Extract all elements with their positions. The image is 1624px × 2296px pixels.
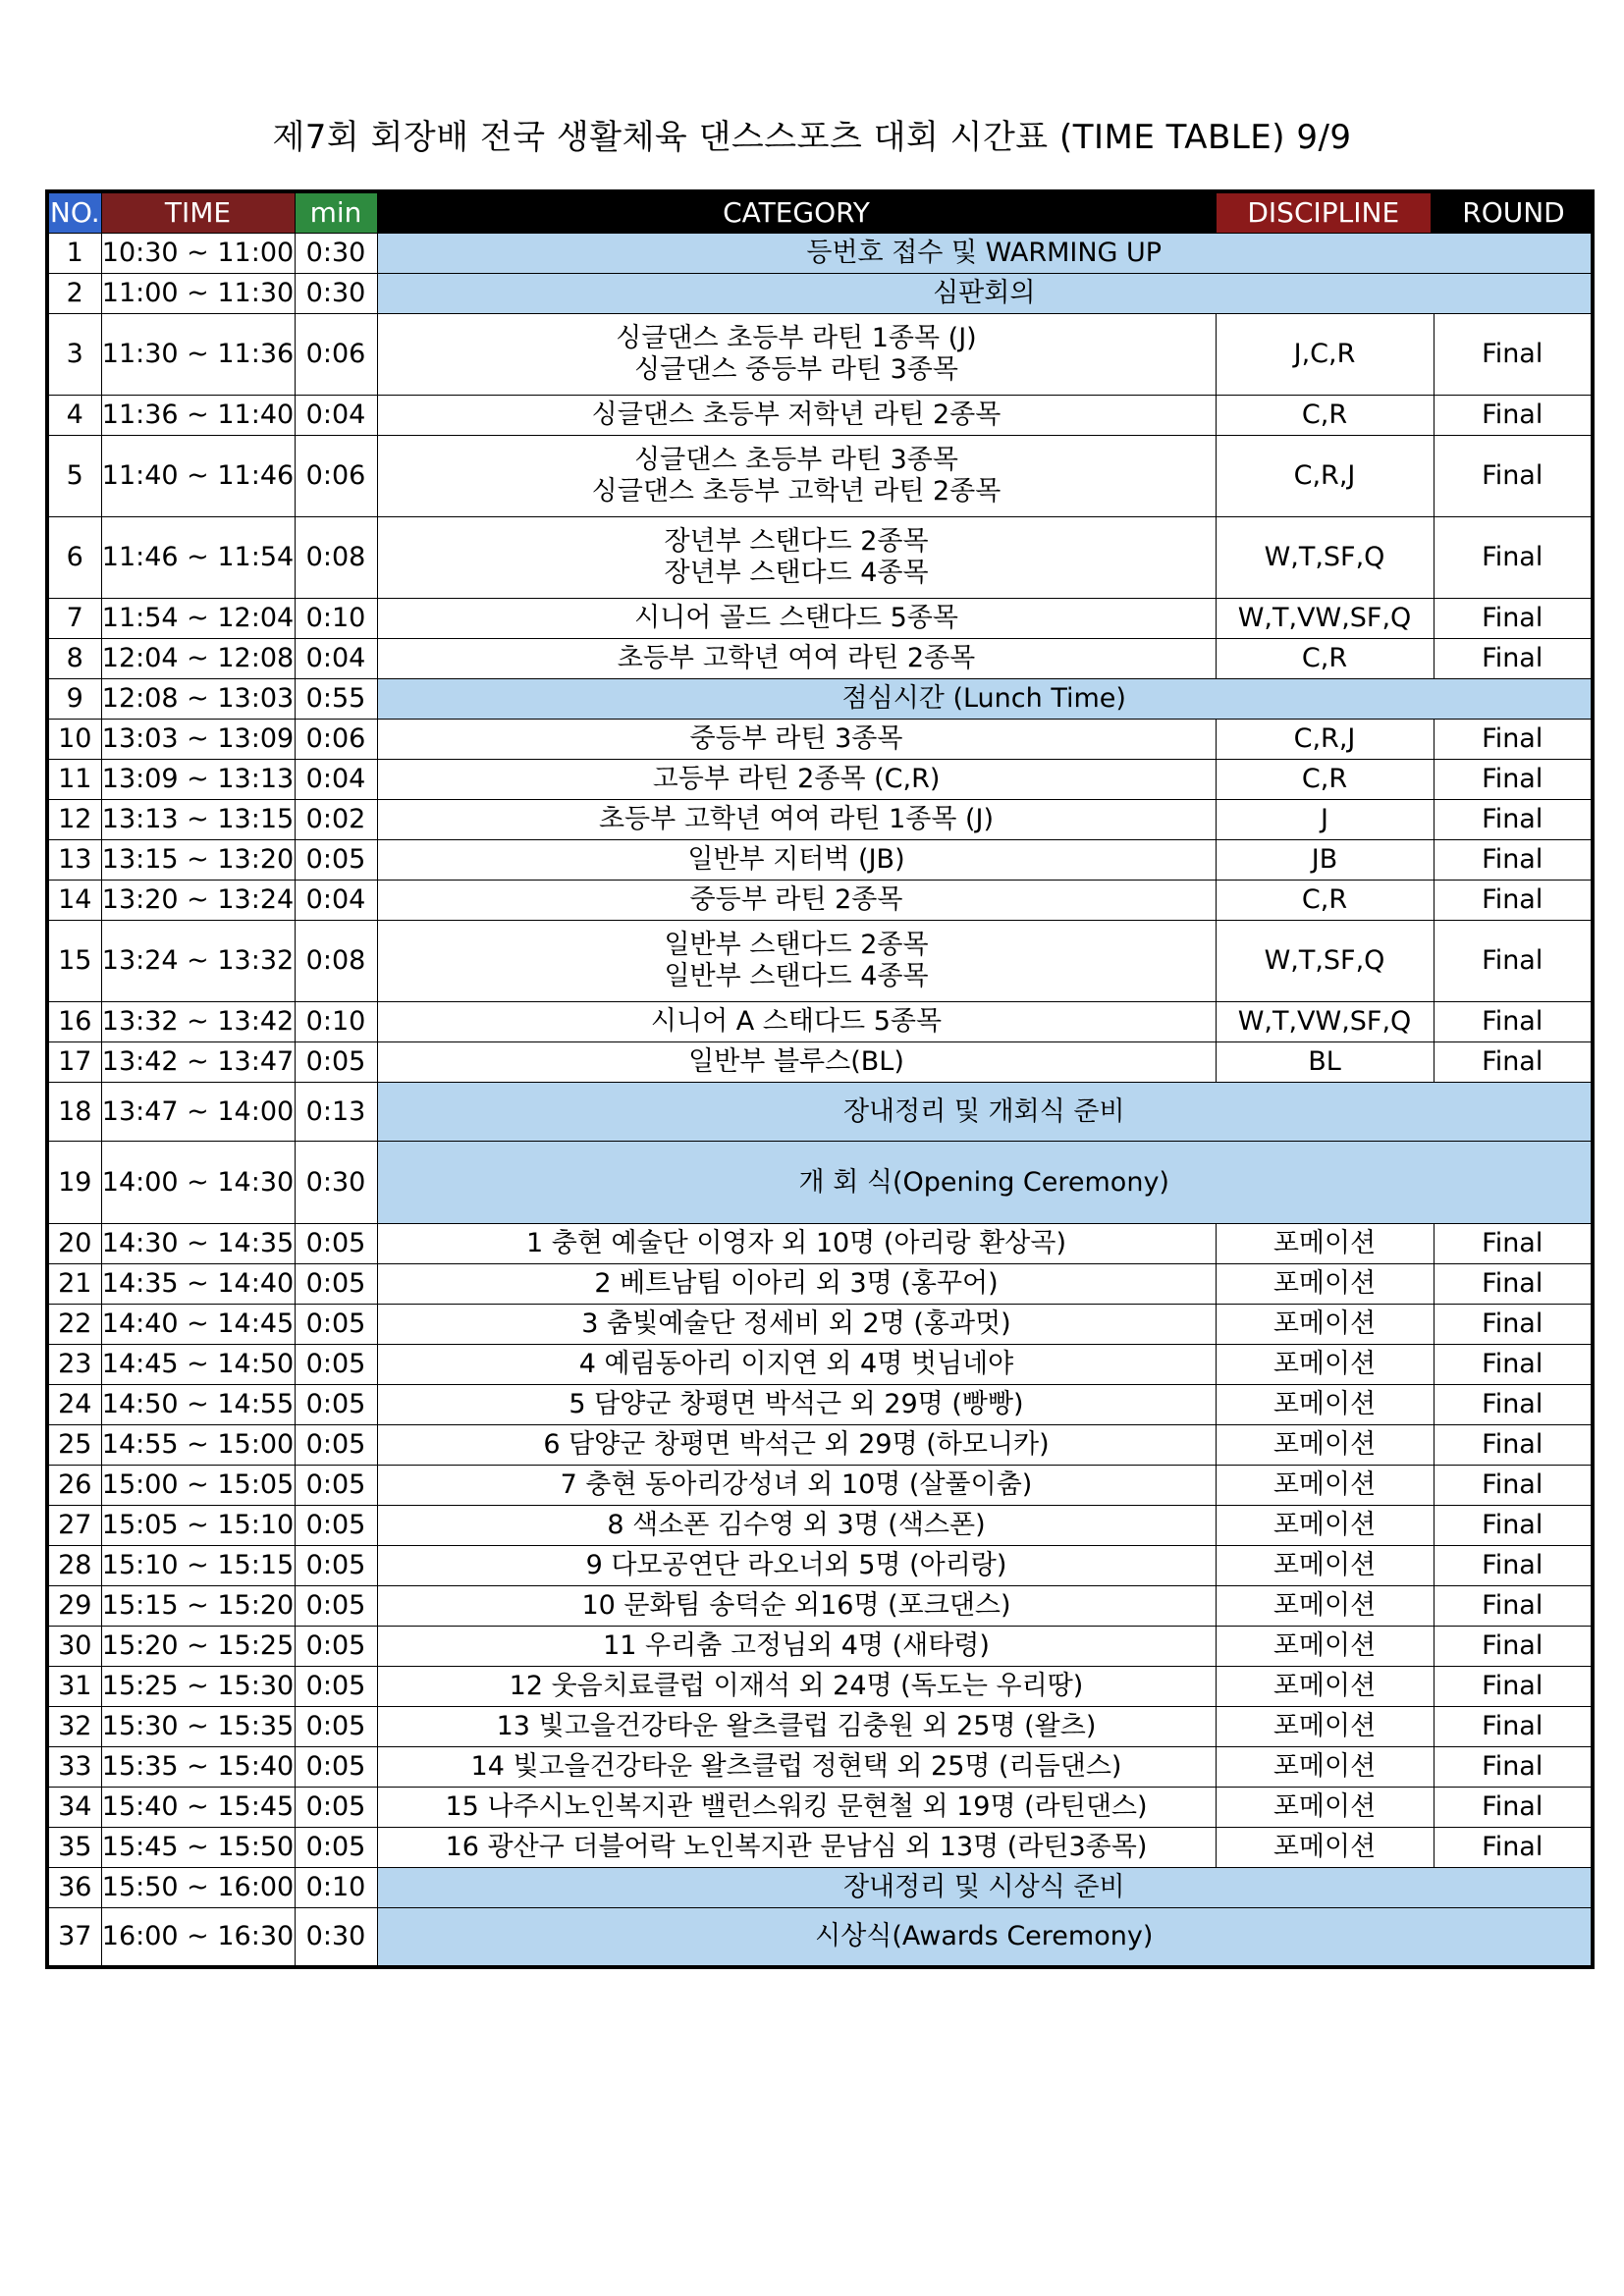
row-category [377, 1142, 1593, 1224]
row-discipline: C,R [1216, 639, 1434, 679]
row-round: Final [1434, 720, 1593, 760]
row-min: 0:04 [295, 396, 377, 436]
row-category [377, 1305, 1216, 1345]
row-category [377, 1546, 1216, 1586]
row-category [377, 760, 1216, 800]
table-row [47, 1586, 1593, 1627]
header-category: CATEGORY [377, 191, 1216, 234]
table-row [47, 1747, 1593, 1788]
category-line: 10 문화팀 송덕순 외16명 (포크댄스) [581, 1590, 1011, 1622]
row-min: 0:05 [295, 840, 377, 881]
page-title: 제7회 회장배 전국 생활체육 댄스스포츠 대회 시간표 (TIME TABLE) 9/9 [272, 118, 1352, 157]
category-line: 개 회 식(Opening Ceremony) [798, 1166, 1169, 1198]
row-number: 31 [47, 1667, 101, 1707]
row-category [377, 1425, 1216, 1466]
row-discipline: JB [1216, 840, 1434, 881]
row-category [377, 1747, 1216, 1788]
header-min: min [295, 191, 377, 234]
row-min: 0:05 [295, 1264, 377, 1305]
row-category [377, 1083, 1593, 1142]
row-number: 37 [47, 1908, 101, 1967]
category-line: 13 빛고을건강타운 왈츠클럽 김충원 외 25명 (왈츠) [496, 1711, 1097, 1742]
row-discipline: 포메이션 [1216, 1305, 1434, 1345]
row-category [377, 1264, 1216, 1305]
row-min: 0:30 [295, 234, 377, 274]
row-discipline: C,R [1216, 760, 1434, 800]
table-row [47, 639, 1593, 679]
row-discipline: 포메이션 [1216, 1425, 1434, 1466]
row-category [377, 800, 1216, 840]
row-round: Final [1434, 1224, 1593, 1264]
row-round: Final [1434, 1385, 1593, 1425]
row-category [377, 921, 1216, 1002]
row-number: 2 [47, 274, 101, 314]
row-time: 15:35 ~ 15:40 [101, 1747, 295, 1788]
table-row [47, 840, 1593, 881]
category-line: 8 색소폰 김수영 외 3명 (색스폰) [607, 1510, 986, 1541]
row-round: Final [1434, 396, 1593, 436]
category-line: 등번호 접수 및 WARMING UP [806, 238, 1163, 269]
category-line: 싱글댄스 초등부 라틴 1종목 (J) [616, 323, 977, 354]
category-line: 일반부 스탠다드 4종목 [664, 961, 929, 991]
category-line: 11 우리춤 고정님외 4명 (새타령) [603, 1630, 990, 1662]
row-min: 0:05 [295, 1586, 377, 1627]
row-round: Final [1434, 1828, 1593, 1868]
row-number: 9 [47, 679, 101, 720]
row-discipline: 포메이션 [1216, 1264, 1434, 1305]
row-number: 17 [47, 1042, 101, 1083]
table-row [47, 1546, 1593, 1586]
row-round: Final [1434, 760, 1593, 800]
row-category [377, 639, 1216, 679]
row-min: 0:05 [295, 1425, 377, 1466]
row-round: Final [1434, 314, 1593, 396]
row-time: 13:20 ~ 13:24 [101, 881, 295, 921]
row-number: 16 [47, 1002, 101, 1042]
row-round: Final [1434, 1707, 1593, 1747]
row-number: 20 [47, 1224, 101, 1264]
row-time: 12:08 ~ 13:03 [101, 679, 295, 720]
category-line: 싱글댄스 초등부 라틴 3종목 [634, 445, 958, 476]
row-min: 0:05 [295, 1305, 377, 1345]
table-row [47, 1425, 1593, 1466]
row-min: 0:02 [295, 800, 377, 840]
table-row [47, 1466, 1593, 1506]
row-category [377, 1627, 1216, 1667]
category-line: 2 베트남팀 이아리 외 3명 (홍꾸어) [594, 1268, 999, 1300]
row-category [377, 1385, 1216, 1425]
row-number: 34 [47, 1788, 101, 1828]
row-time: 15:05 ~ 15:10 [101, 1506, 295, 1546]
row-round: Final [1434, 1425, 1593, 1466]
row-time: 11:46 ~ 11:54 [101, 517, 295, 599]
row-round: Final [1434, 1627, 1593, 1667]
category-line: 장내정리 및 시상식 준비 [842, 1872, 1125, 1903]
row-number: 1 [47, 234, 101, 274]
row-number: 11 [47, 760, 101, 800]
row-round: Final [1434, 800, 1593, 840]
row-round: Final [1434, 881, 1593, 921]
table-row [47, 881, 1593, 921]
table-row [47, 760, 1593, 800]
row-number: 26 [47, 1466, 101, 1506]
row-time: 14:35 ~ 14:40 [101, 1264, 295, 1305]
row-min: 0:05 [295, 1747, 377, 1788]
row-number: 21 [47, 1264, 101, 1305]
row-discipline: W,T,VW,SF,Q [1216, 1002, 1434, 1042]
row-category [377, 1788, 1216, 1828]
row-number: 36 [47, 1868, 101, 1908]
row-time: 12:04 ~ 12:08 [101, 639, 295, 679]
row-discipline: 포메이션 [1216, 1586, 1434, 1627]
row-time: 10:30 ~ 11:00 [101, 234, 295, 274]
category-line: 중등부 라틴 2종목 [689, 884, 903, 916]
table-row [47, 720, 1593, 760]
row-number: 5 [47, 436, 101, 517]
category-line: 초등부 고학년 여여 라틴 2종목 [617, 643, 976, 674]
table-row [47, 1345, 1593, 1385]
table-row [47, 1868, 1593, 1908]
row-round: Final [1434, 639, 1593, 679]
row-round: Final [1434, 1586, 1593, 1627]
table-row [47, 1042, 1593, 1083]
row-min: 0:08 [295, 517, 377, 599]
row-discipline: C,R [1216, 881, 1434, 921]
row-time: 15:30 ~ 15:35 [101, 1707, 295, 1747]
row-time: 15:15 ~ 15:20 [101, 1586, 295, 1627]
row-category [377, 599, 1216, 639]
row-time: 15:50 ~ 16:00 [101, 1868, 295, 1908]
row-category [377, 881, 1216, 921]
category-line: 5 담양군 창평면 박석근 외 29명 (빵빵) [568, 1389, 1024, 1420]
table-row [47, 1002, 1593, 1042]
header-no: NO. [47, 191, 101, 234]
category-line: 장년부 스탠다드 4종목 [664, 558, 929, 588]
header-round: ROUND [1434, 191, 1593, 234]
category-line: 7 충현 동아리강성녀 외 10명 (살풀이춤) [560, 1469, 1033, 1501]
row-min: 0:05 [295, 1385, 377, 1425]
category-line: 일반부 블루스(BL) [688, 1046, 904, 1078]
table-row [47, 1707, 1593, 1747]
row-min: 0:13 [295, 1083, 377, 1142]
row-round: Final [1434, 1788, 1593, 1828]
row-category [377, 517, 1216, 599]
row-number: 35 [47, 1828, 101, 1868]
row-time: 14:55 ~ 15:00 [101, 1425, 295, 1466]
row-round: Final [1434, 1345, 1593, 1385]
row-category [377, 720, 1216, 760]
category-line: 장내정리 및 개회식 준비 [842, 1095, 1125, 1127]
row-time: 14:40 ~ 14:45 [101, 1305, 295, 1345]
table-row [47, 1083, 1593, 1142]
table-row [47, 1828, 1593, 1868]
header-time: TIME [101, 191, 295, 234]
row-category [377, 436, 1216, 517]
category-line: 싱글댄스 초등부 저학년 라틴 2종목 [591, 400, 1001, 431]
table-row [47, 1667, 1593, 1707]
row-round: Final [1434, 436, 1593, 517]
table-row [47, 1264, 1593, 1305]
row-number: 8 [47, 639, 101, 679]
table-row [47, 396, 1593, 436]
row-discipline: J,C,R [1216, 314, 1434, 396]
row-min: 0:10 [295, 599, 377, 639]
row-category [377, 1042, 1216, 1083]
table-row [47, 1506, 1593, 1546]
category-line: 1 충현 예술단 이영자 외 10명 (아리랑 환상곡) [526, 1228, 1066, 1259]
category-line: 일반부 스탠다드 2종목 [664, 930, 929, 961]
row-min: 0:05 [295, 1667, 377, 1707]
row-time: 14:30 ~ 14:35 [101, 1224, 295, 1264]
row-min: 0:04 [295, 639, 377, 679]
row-round: Final [1434, 840, 1593, 881]
row-time: 11:00 ~ 11:30 [101, 274, 295, 314]
row-min: 0:06 [295, 314, 377, 396]
row-number: 30 [47, 1627, 101, 1667]
category-line: 14 빛고을건강타운 왈츠클럽 정현택 외 25명 (리듬댄스) [470, 1751, 1122, 1783]
row-min: 0:08 [295, 921, 377, 1002]
table-row [47, 1142, 1593, 1224]
row-number: 22 [47, 1305, 101, 1345]
row-number: 7 [47, 599, 101, 639]
row-min: 0:05 [295, 1042, 377, 1083]
row-number: 15 [47, 921, 101, 1002]
category-line: 3 춤빛예술단 정세비 외 2명 (홍과멋) [581, 1308, 1011, 1340]
row-min: 0:06 [295, 436, 377, 517]
row-category [377, 314, 1216, 396]
row-category [377, 1667, 1216, 1707]
row-discipline: 포메이션 [1216, 1506, 1434, 1546]
row-min: 0:05 [295, 1506, 377, 1546]
row-discipline: 포메이션 [1216, 1788, 1434, 1828]
table-row [47, 1627, 1593, 1667]
table-row [47, 800, 1593, 840]
row-discipline: 포메이션 [1216, 1747, 1434, 1788]
row-time: 13:03 ~ 13:09 [101, 720, 295, 760]
table-row [47, 1305, 1593, 1345]
row-discipline: 포메이션 [1216, 1707, 1434, 1747]
row-category [377, 234, 1593, 274]
row-time: 11:36 ~ 11:40 [101, 396, 295, 436]
category-line: 고등부 라틴 2종목 (C,R) [652, 764, 941, 795]
row-category [377, 1506, 1216, 1546]
row-time: 13:47 ~ 14:00 [101, 1083, 295, 1142]
row-number: 29 [47, 1586, 101, 1627]
row-discipline: J [1216, 800, 1434, 840]
time-table [45, 189, 1595, 1969]
row-number: 24 [47, 1385, 101, 1425]
row-discipline: C,R [1216, 396, 1434, 436]
table-header-row [47, 191, 1593, 234]
row-min: 0:30 [295, 274, 377, 314]
row-time: 15:00 ~ 15:05 [101, 1466, 295, 1506]
row-round: Final [1434, 1747, 1593, 1788]
row-discipline: C,R,J [1216, 720, 1434, 760]
category-line: 일반부 지터벅 (JB) [687, 844, 905, 876]
category-line: 6 담양군 창평면 박석근 외 29명 (하모니카) [543, 1429, 1050, 1461]
row-number: 3 [47, 314, 101, 396]
row-category [377, 1224, 1216, 1264]
table-row [47, 921, 1593, 1002]
row-min: 0:05 [295, 1546, 377, 1586]
row-min: 0:05 [295, 1788, 377, 1828]
row-discipline: 포메이션 [1216, 1627, 1434, 1667]
row-discipline: 포메이션 [1216, 1224, 1434, 1264]
category-line: 점심시간 (Lunch Time) [841, 683, 1126, 715]
row-number: 6 [47, 517, 101, 599]
row-round: Final [1434, 1546, 1593, 1586]
row-round: Final [1434, 921, 1593, 1002]
row-time: 15:40 ~ 15:45 [101, 1788, 295, 1828]
row-time: 13:42 ~ 13:47 [101, 1042, 295, 1083]
row-round: Final [1434, 1002, 1593, 1042]
row-number: 32 [47, 1707, 101, 1747]
row-category [377, 1707, 1216, 1747]
row-time: 15:45 ~ 15:50 [101, 1828, 295, 1868]
category-line: 중등부 라틴 3종목 [689, 723, 903, 755]
row-time: 13:13 ~ 13:15 [101, 800, 295, 840]
row-discipline: BL [1216, 1042, 1434, 1083]
row-number: 28 [47, 1546, 101, 1586]
row-min: 0:55 [295, 679, 377, 720]
row-time: 11:40 ~ 11:46 [101, 436, 295, 517]
category-line: 4 예림동아리 이지연 외 4명 벗님네야 [578, 1349, 1014, 1380]
row-category [377, 396, 1216, 436]
table-row [47, 436, 1593, 517]
table-body [47, 234, 1593, 1967]
row-category [377, 1868, 1593, 1908]
row-time: 15:25 ~ 15:30 [101, 1667, 295, 1707]
row-category [377, 1908, 1593, 1967]
row-discipline: 포메이션 [1216, 1466, 1434, 1506]
row-category [377, 274, 1593, 314]
row-time: 14:00 ~ 14:30 [101, 1142, 295, 1224]
row-min: 0:05 [295, 1466, 377, 1506]
row-discipline: 포메이션 [1216, 1345, 1434, 1385]
row-min: 0:06 [295, 720, 377, 760]
table-row [47, 599, 1593, 639]
row-time: 15:20 ~ 15:25 [101, 1627, 295, 1667]
table-row [47, 679, 1593, 720]
row-time: 15:10 ~ 15:15 [101, 1546, 295, 1586]
table-row [47, 274, 1593, 314]
table-row [47, 517, 1593, 599]
row-round: Final [1434, 1506, 1593, 1546]
row-discipline: W,T,SF,Q [1216, 517, 1434, 599]
row-min: 0:04 [295, 760, 377, 800]
row-number: 4 [47, 396, 101, 436]
table-row [47, 1385, 1593, 1425]
row-number: 18 [47, 1083, 101, 1142]
row-round: Final [1434, 1305, 1593, 1345]
table-row [47, 1788, 1593, 1828]
category-line: 시니어 골드 스탠다드 5종목 [634, 603, 958, 634]
row-min: 0:05 [295, 1224, 377, 1264]
row-time: 14:50 ~ 14:55 [101, 1385, 295, 1425]
table-row [47, 314, 1593, 396]
row-discipline: 포메이션 [1216, 1546, 1434, 1586]
row-category [377, 1466, 1216, 1506]
row-min: 0:30 [295, 1142, 377, 1224]
row-category [377, 1586, 1216, 1627]
row-discipline: 포메이션 [1216, 1667, 1434, 1707]
row-number: 23 [47, 1345, 101, 1385]
category-line: 16 광산구 더블어락 노인복지관 문남심 외 13명 (라틴3종목) [445, 1832, 1148, 1863]
row-time: 14:45 ~ 14:50 [101, 1345, 295, 1385]
row-round: Final [1434, 1466, 1593, 1506]
row-number: 25 [47, 1425, 101, 1466]
row-time: 13:09 ~ 13:13 [101, 760, 295, 800]
category-line: 12 웃음치료클럽 이재석 외 24명 (독도는 우리땅) [509, 1671, 1084, 1702]
row-min: 0:04 [295, 881, 377, 921]
table-row [47, 234, 1593, 274]
row-discipline: 포메이션 [1216, 1828, 1434, 1868]
header-discipline: DISCIPLINE [1216, 191, 1434, 234]
row-time: 16:00 ~ 16:30 [101, 1908, 295, 1967]
row-category [377, 840, 1216, 881]
row-number: 27 [47, 1506, 101, 1546]
row-number: 19 [47, 1142, 101, 1224]
row-min: 0:30 [295, 1908, 377, 1967]
row-min: 0:10 [295, 1868, 377, 1908]
category-line: 싱글댄스 중등부 라틴 3종목 [634, 354, 958, 385]
table-row [47, 1224, 1593, 1264]
table-row [47, 1908, 1593, 1967]
category-line: 9 다모공연단 라오너외 5명 (아리랑) [585, 1550, 1007, 1581]
row-number: 12 [47, 800, 101, 840]
row-category [377, 1345, 1216, 1385]
row-round: Final [1434, 1042, 1593, 1083]
row-min: 0:10 [295, 1002, 377, 1042]
row-time: 13:24 ~ 13:32 [101, 921, 295, 1002]
category-line: 시니어 A 스태다드 5종목 [650, 1006, 943, 1038]
category-line: 심판회의 [933, 278, 1036, 309]
row-category [377, 1002, 1216, 1042]
row-number: 33 [47, 1747, 101, 1788]
row-discipline: C,R,J [1216, 436, 1434, 517]
row-number: 13 [47, 840, 101, 881]
row-round: Final [1434, 1264, 1593, 1305]
row-time: 11:54 ~ 12:04 [101, 599, 295, 639]
row-category [377, 1828, 1216, 1868]
category-line: 15 나주시노인복지관 밸런스워킹 문현철 외 19명 (라틴댄스) [445, 1791, 1148, 1823]
category-line: 싱글댄스 초등부 고학년 라틴 2종목 [591, 476, 1001, 507]
row-round: Final [1434, 517, 1593, 599]
row-min: 0:05 [295, 1345, 377, 1385]
row-time: 13:32 ~ 13:42 [101, 1002, 295, 1042]
row-round: Final [1434, 1667, 1593, 1707]
row-min: 0:05 [295, 1828, 377, 1868]
category-line: 초등부 고학년 여여 라틴 1종목 (J) [598, 804, 995, 835]
row-round: Final [1434, 599, 1593, 639]
row-number: 10 [47, 720, 101, 760]
row-time: 13:15 ~ 13:20 [101, 840, 295, 881]
row-discipline: W,T,SF,Q [1216, 921, 1434, 1002]
row-min: 0:05 [295, 1627, 377, 1667]
category-line: 장년부 스탠다드 2종목 [664, 526, 929, 558]
row-discipline: W,T,VW,SF,Q [1216, 599, 1434, 639]
category-line: 시상식(Awards Ceremony) [815, 1920, 1154, 1951]
row-category [377, 679, 1593, 720]
row-min: 0:05 [295, 1707, 377, 1747]
row-number: 14 [47, 881, 101, 921]
row-discipline: 포메이션 [1216, 1385, 1434, 1425]
row-time: 11:30 ~ 11:36 [101, 314, 295, 396]
